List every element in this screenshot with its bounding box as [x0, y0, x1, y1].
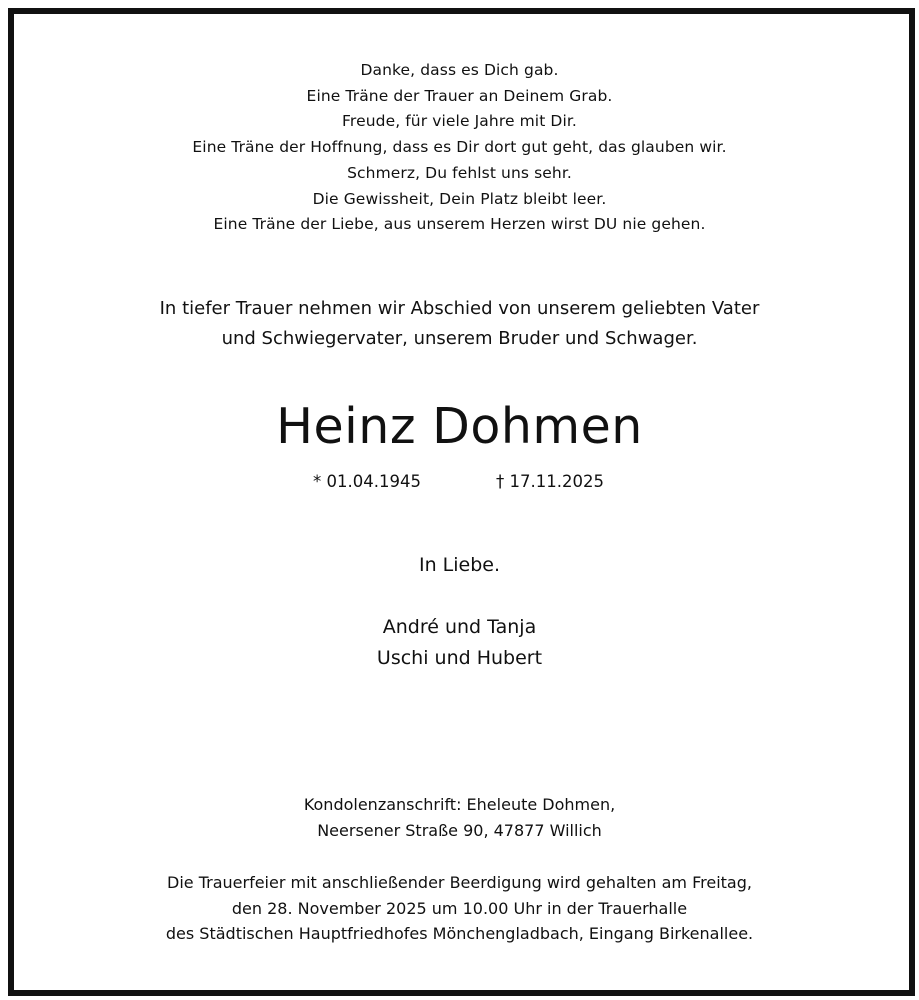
- closing-text: In Liebe.: [418, 554, 501, 576]
- mourners: [14, 612, 905, 674]
- condolence-address: [14, 792, 905, 844]
- poem-line: Danke, dass es Dich gab.: [360, 61, 559, 79]
- poem-line: Schmerz, Du fehlst uns sehr.: [347, 163, 572, 182]
- poem: [14, 58, 905, 238]
- poem-line: Freude, für viele Jahre mit Dir.: [342, 112, 577, 131]
- condolence-line: Kondolenzanschrift: Eheleute Dohmen,: [303, 795, 616, 814]
- deceased-name: Heinz Dohmen: [276, 398, 643, 455]
- mourning-intro: [14, 294, 905, 354]
- obituary-content: [14, 14, 905, 986]
- ceremony-line: Die Trauerfeier mit anschließender Beerdigung wird gehalten am Freitag,: [167, 873, 752, 892]
- mourner-line: Uschi und Hubert: [376, 647, 543, 669]
- poem-line: Eine Träne der Trauer an Deinem Grab.: [306, 86, 613, 105]
- funeral-details: [14, 870, 905, 947]
- intro-line: und Schwiegervater, unserem Bruder und Schwager.: [221, 328, 698, 349]
- condolence-line: Neersener Straße 90, 47877 Willich: [317, 821, 602, 840]
- birth-date: * 01.04.1945: [313, 472, 421, 491]
- mourner-line: André und Tanja: [382, 616, 537, 638]
- death-date: † 17.11.2025: [496, 472, 604, 491]
- intro-line: In tiefer Trauer nehmen wir Abschied von unserem geliebten Vater: [159, 298, 760, 319]
- ceremony-line: den 28. November 2025 um 10.00 Uhr in der Trauerhalle: [231, 898, 688, 918]
- life-dates: [14, 470, 905, 494]
- poem-line: Eine Träne der Hoffnung, dass es Dir dort gut geht, das glauben wir.: [192, 138, 727, 157]
- ceremony-line: des Städtischen Hauptfriedhofes Mönchengladbach, Eingang Birkenallee.: [165, 924, 754, 943]
- poem-line: Eine Träne der Liebe, aus unserem Herzen wirst DU nie gehen.: [213, 215, 706, 234]
- poem-line: Die Gewissheit, Dein Platz bleibt leer.: [312, 189, 607, 208]
